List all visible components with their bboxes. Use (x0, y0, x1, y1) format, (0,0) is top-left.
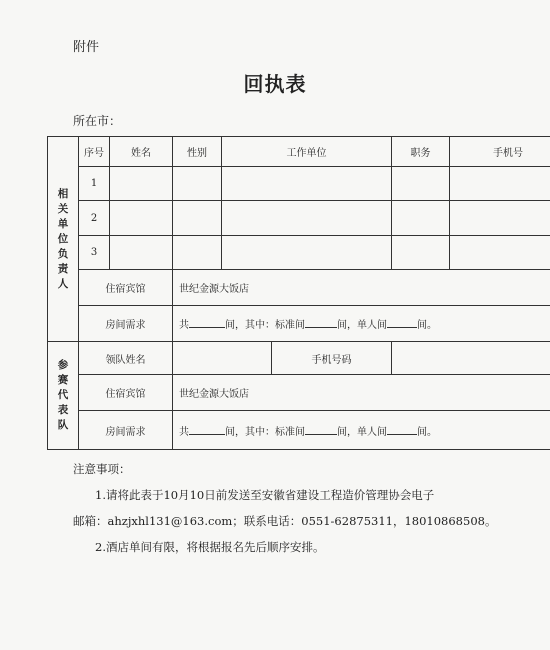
location-label: 所在市： (73, 114, 122, 128)
col-header-seq: 序号 (79, 137, 110, 167)
position-cell[interactable] (392, 236, 450, 270)
row-number: 3 (79, 236, 110, 270)
note-item-1-line-1: 1.请将此表于10月10日前发送至安徽省建设工程造价管理协会电子 (95, 488, 435, 502)
name-cell[interactable] (110, 201, 173, 236)
mobile-cell[interactable] (450, 236, 550, 270)
room-request-value: 共 间，其中：标准间 间，单人间 间。 (173, 306, 550, 342)
position-cell[interactable] (392, 167, 450, 201)
hotel-row (48, 270, 550, 306)
table-row (48, 201, 550, 236)
room-request-label: 房间需求 (79, 306, 173, 342)
single-rooms-blank[interactable] (387, 318, 417, 328)
receipt-form-table (47, 136, 550, 450)
row-number: 1 (79, 167, 110, 201)
header-row (48, 137, 550, 167)
col-header-gender: 性别 (173, 137, 222, 167)
standard-rooms-blank[interactable] (305, 425, 337, 435)
name-cell[interactable] (110, 236, 173, 270)
col-header-mobile: 手机号 (450, 137, 550, 167)
notes-section (73, 456, 523, 560)
row-number: 2 (79, 201, 110, 236)
col-header-workplace: 工作单位 (222, 137, 392, 167)
name-cell[interactable] (110, 167, 173, 201)
position-cell[interactable] (392, 201, 450, 236)
workplace-cell[interactable] (222, 201, 392, 236)
table-row (48, 167, 550, 201)
hotel-row (48, 375, 550, 411)
total-rooms-blank[interactable] (189, 425, 225, 435)
attachment-label: 附件 (73, 40, 100, 55)
phone-cell[interactable] (392, 342, 550, 375)
workplace-cell[interactable] (222, 236, 392, 270)
section1-label: 相 关 单 位 负 责 人 (48, 137, 79, 342)
hotel-value: 世纪金源大饭店 (173, 270, 550, 306)
leader-name-cell[interactable] (173, 342, 272, 375)
note-item-1-line-2: 邮箱：ahzjxhl131@163.com；联系电话：0551-62875311，18010868508。 (73, 514, 497, 528)
mobile-cell[interactable] (450, 201, 550, 236)
leader-row (48, 342, 550, 375)
phone-label: 手机号码 (272, 342, 392, 375)
room-request-row (48, 306, 550, 342)
hotel-label: 住宿宾馆 (79, 375, 173, 411)
notes-heading: 注意事项： (73, 462, 131, 476)
room-request-value: 共 间，其中：标准间 间，单人间 间。 (173, 411, 550, 450)
note-item-2: 2.酒店单间有限，将根据报名先后顺序安排。 (95, 540, 325, 554)
total-rooms-blank[interactable] (189, 318, 225, 328)
room-request-label: 房间需求 (79, 411, 173, 450)
section2-label: 参 赛 代 表 队 (48, 342, 79, 450)
leader-name-label: 领队姓名 (79, 342, 173, 375)
single-rooms-blank[interactable] (387, 425, 417, 435)
gender-cell[interactable] (173, 167, 222, 201)
col-header-position: 职务 (392, 137, 450, 167)
mobile-cell[interactable] (450, 167, 550, 201)
gender-cell[interactable] (173, 201, 222, 236)
standard-rooms-blank[interactable] (305, 318, 337, 328)
page-title: 回执表 (243, 72, 307, 96)
table-row (48, 236, 550, 270)
room-request-row (48, 411, 550, 450)
workplace-cell[interactable] (222, 167, 392, 201)
gender-cell[interactable] (173, 236, 222, 270)
hotel-label: 住宿宾馆 (79, 270, 173, 306)
hotel-value: 世纪金源大饭店 (173, 375, 550, 411)
col-header-name: 姓名 (110, 137, 173, 167)
